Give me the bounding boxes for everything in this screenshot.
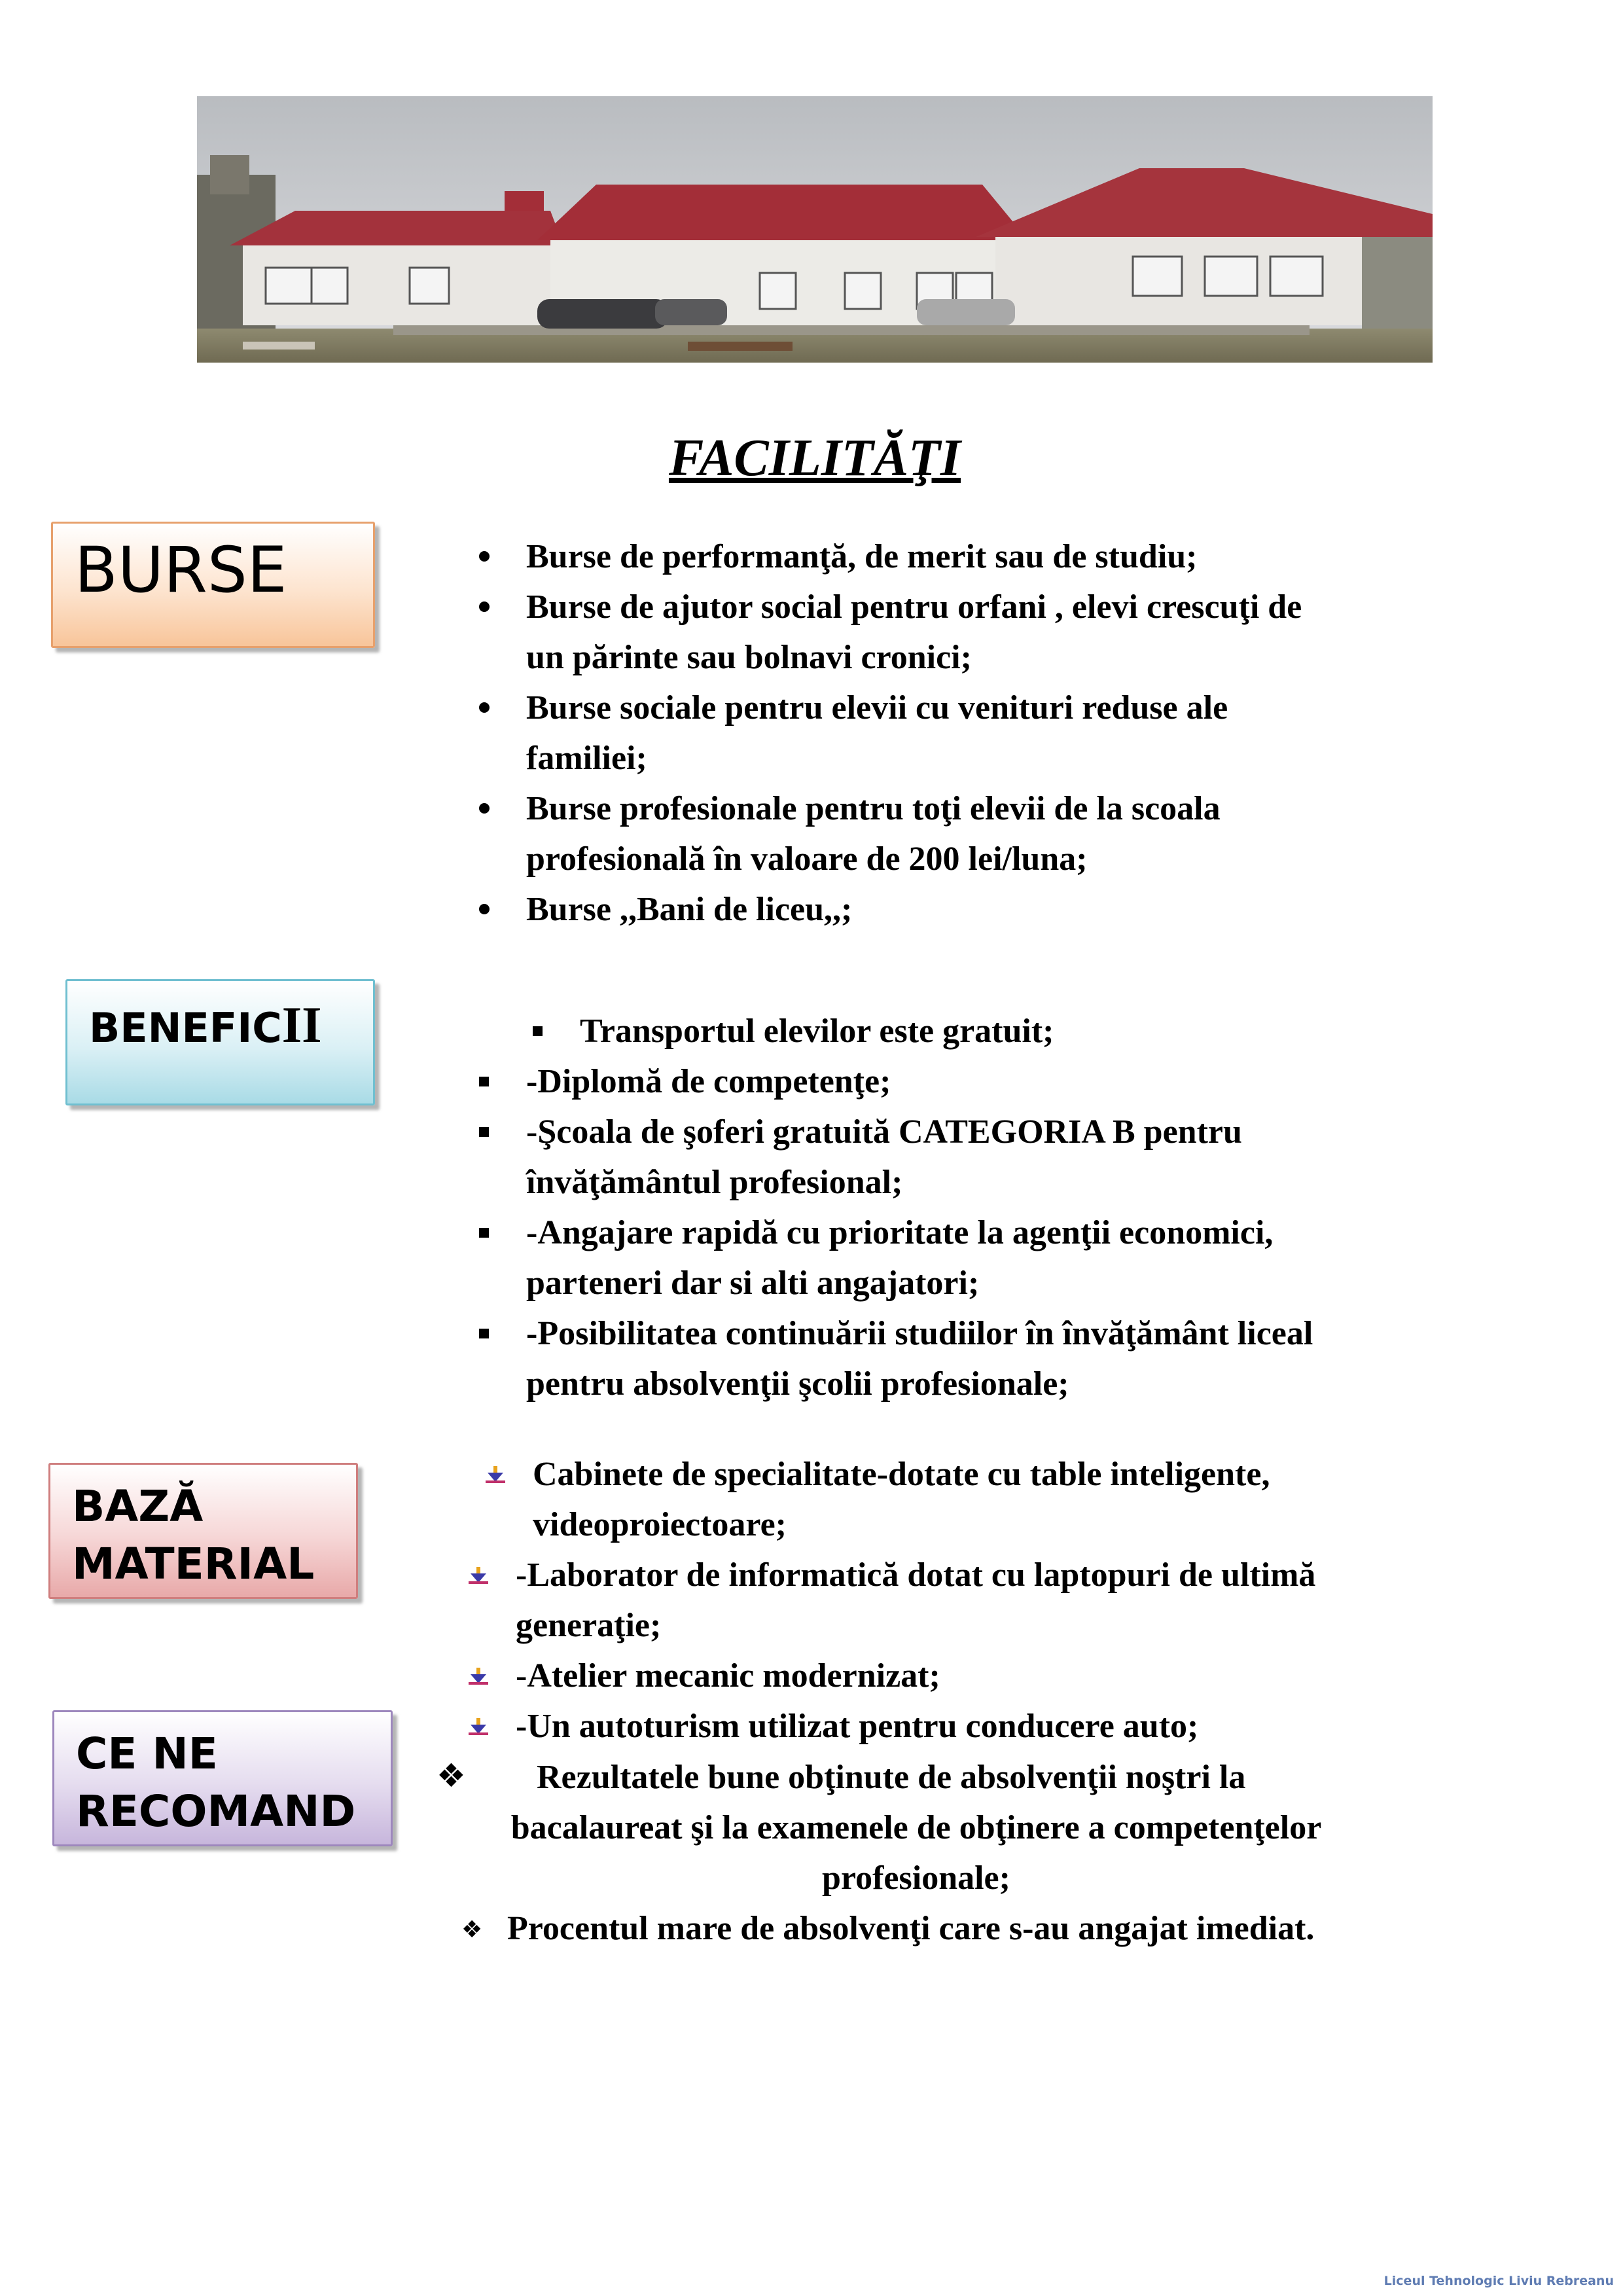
list-item: Burse de ajutor social pentru orfani , elevi crescuţi de bbox=[526, 582, 1302, 632]
diamond-bullet-icon: ❖ bbox=[461, 1916, 483, 1943]
bullet-dot-icon bbox=[479, 702, 490, 713]
list-item-continuation: familiei; bbox=[526, 740, 647, 777]
baza-tag-line2: MATERIAL bbox=[72, 1539, 315, 1589]
list-item-continuation: videoproiectoare; bbox=[533, 1506, 787, 1543]
list-item: Burse ,,Bani de liceu,,; bbox=[526, 884, 1302, 935]
school-building-photo bbox=[197, 96, 1433, 363]
burse-section-tag bbox=[51, 522, 375, 648]
page-title: FACILITĂŢI bbox=[668, 429, 961, 487]
bullet-square-icon bbox=[479, 1329, 489, 1338]
list-item-continuation: un părinte sau bolnavi cronici; bbox=[526, 639, 972, 676]
baza-material-list bbox=[516, 1449, 1315, 1751]
beneficii-tag-label: BENEFIC bbox=[89, 1004, 282, 1052]
ce-ne-recomand-section-tag bbox=[52, 1710, 393, 1846]
list-item: -Angajare rapidă cu prioritate la agenţii economici, bbox=[526, 1208, 1313, 1258]
list-item: -Atelier mecanic modernizat; bbox=[516, 1651, 1315, 1701]
recomand-tag-line2: RECOMAND bbox=[76, 1786, 356, 1837]
diamond-bullet-icon: ❖ bbox=[437, 1757, 466, 1795]
list-item-continuation: învăţământul profesional; bbox=[526, 1164, 903, 1201]
footer-school-name: Liceul Tehnologic Liviu Rebreanu bbox=[1383, 2274, 1614, 2288]
beneficii-list bbox=[526, 1006, 1313, 1409]
beneficii-tag-label-end: II bbox=[281, 996, 322, 1053]
arrow-down-bullet-icon bbox=[486, 1465, 505, 1483]
list-item-continuation: parteneri dar si alti angajatori; bbox=[526, 1265, 980, 1302]
bullet-square-icon bbox=[479, 1077, 489, 1086]
list-item-continuation: pentru absolvenţii şcolii profesionale; bbox=[526, 1365, 1069, 1403]
recomand-tag-line1: CE NE bbox=[76, 1729, 218, 1779]
bullet-dot-icon bbox=[479, 904, 490, 914]
list-item: -Şcoala de şoferi gratuită CATEGORIA B pentru bbox=[526, 1107, 1313, 1157]
bullet-square-icon bbox=[533, 1026, 543, 1036]
bullet-dot-icon bbox=[479, 601, 490, 612]
list-item-continuation: profesională în valoare de 200 lei/luna; bbox=[526, 840, 1088, 878]
list-item: Burse de performanţă, de merit sau de studiu; bbox=[526, 531, 1302, 582]
list-item-continuation: profesionale; bbox=[822, 1859, 1010, 1897]
recomand-block bbox=[435, 1752, 1443, 1954]
baza-tag-line1: BAZĂ bbox=[72, 1481, 204, 1532]
list-item: -Un autoturism utilizat pentru conducere auto; bbox=[516, 1701, 1315, 1751]
arrow-down-bullet-icon bbox=[469, 1566, 488, 1584]
list-item: -Laborator de informatică dotat cu laptopuri de ultimă bbox=[516, 1550, 1315, 1600]
list-item: ❖ Procentul mare de absolvenţi care s-au angajat imediat. bbox=[435, 1903, 1443, 1954]
list-item: Transportul elevilor este gratuit; bbox=[526, 1006, 1313, 1056]
arrow-down-bullet-icon bbox=[469, 1666, 488, 1685]
list-item-continuation: generaţie; bbox=[516, 1607, 662, 1644]
list-item: -Diplomă de competenţe; bbox=[526, 1056, 1313, 1107]
beneficii-section-tag bbox=[65, 979, 375, 1105]
list-item: Cabinete de specialitate-dotate cu table inteligente, bbox=[516, 1449, 1315, 1499]
list-item: -Posibilitatea continuării studiilor în învăţământ liceal bbox=[526, 1308, 1313, 1359]
bullet-dot-icon bbox=[479, 803, 490, 814]
bullet-dot-icon bbox=[479, 551, 490, 562]
arrow-down-bullet-icon bbox=[469, 1717, 488, 1735]
bullet-square-icon bbox=[479, 1127, 489, 1137]
bullet-square-icon bbox=[479, 1228, 489, 1238]
burse-list bbox=[526, 531, 1302, 935]
list-item: Burse sociale pentru elevii cu venituri reduse ale bbox=[526, 683, 1302, 733]
list-item-continuation: bacalaureat şi la examenele de obţinere a competenţelor bbox=[510, 1809, 1322, 1846]
list-item: ❖ Rezultatele bune obţinute de absolvenţii noştri la bbox=[435, 1752, 1443, 1803]
baza-material-section-tag bbox=[48, 1463, 358, 1599]
burse-tag-label: BURSE bbox=[75, 533, 287, 607]
list-item: Burse profesionale pentru toţi elevii de la scoala bbox=[526, 783, 1302, 834]
